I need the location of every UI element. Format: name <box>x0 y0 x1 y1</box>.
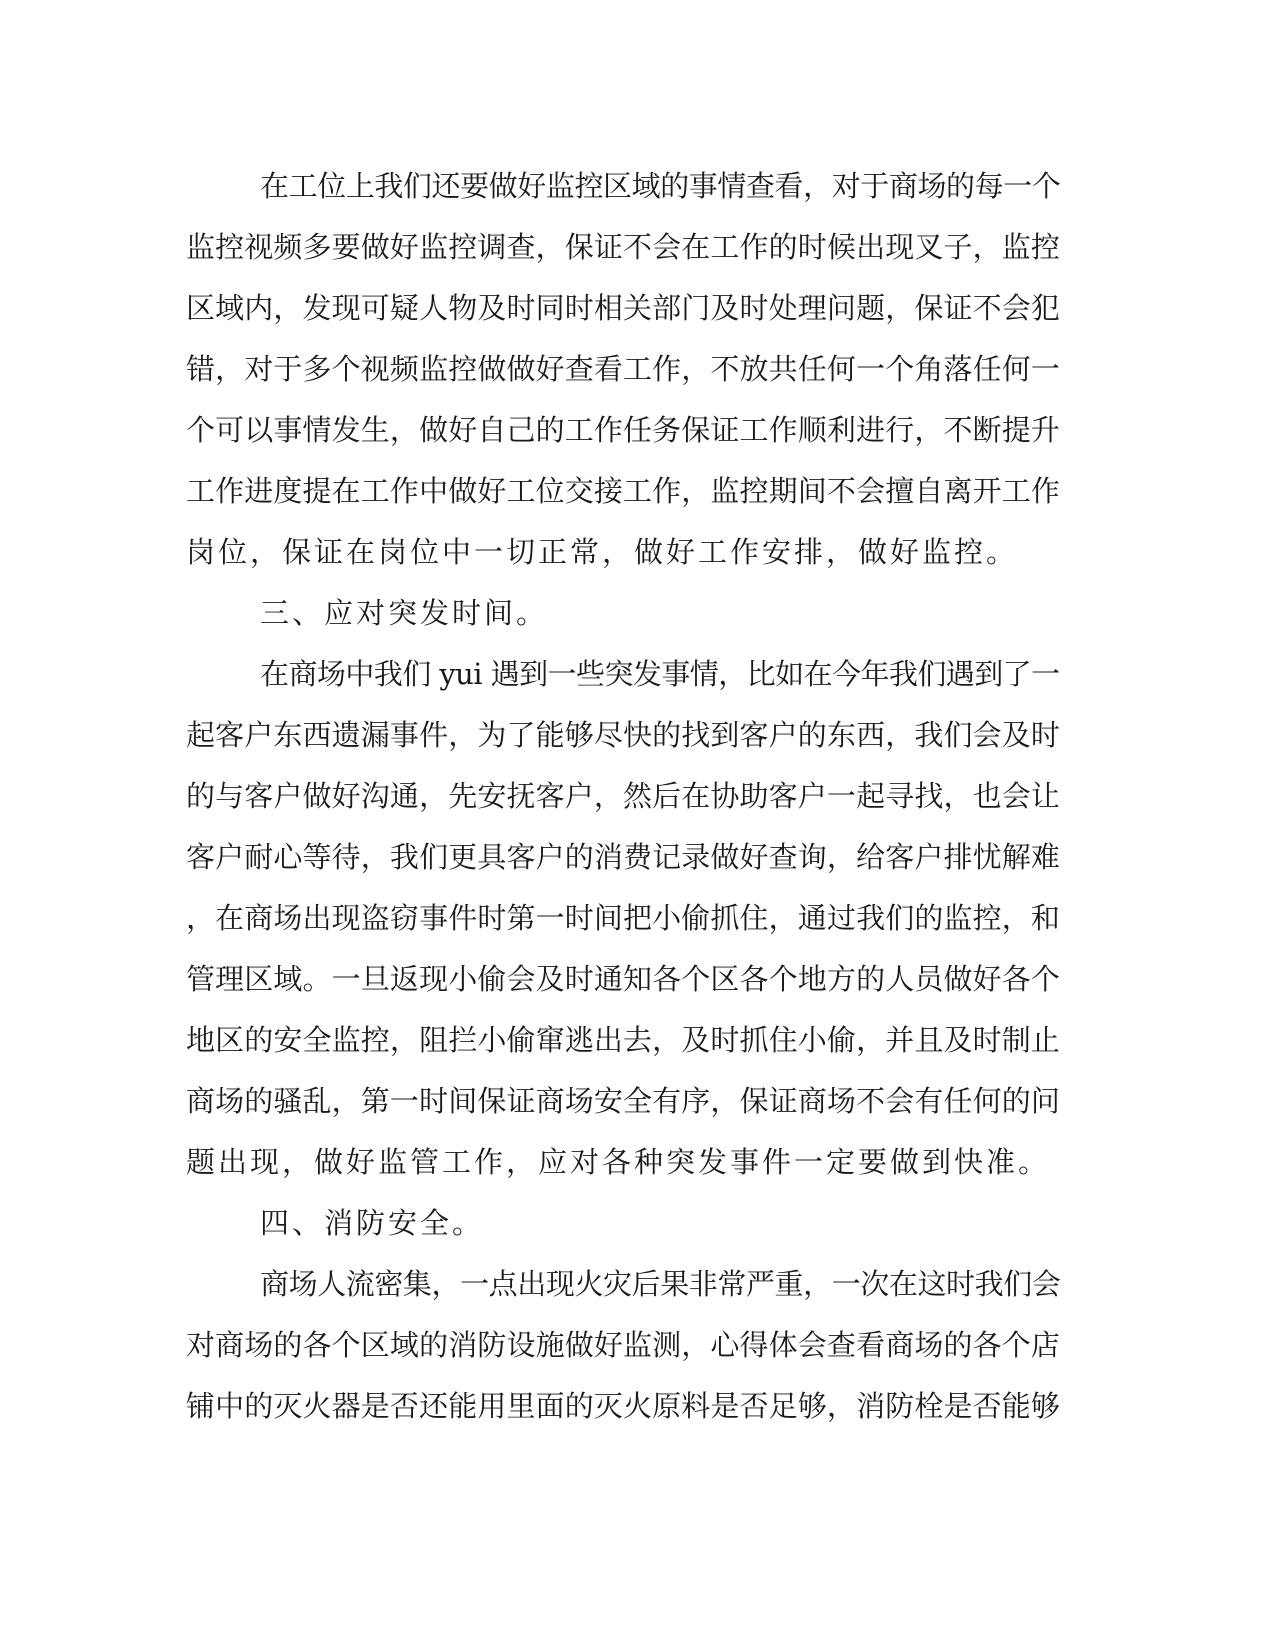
text-line: 个可以事情发生，做好自己的工作任务保证工作顺利进行，不断提升 <box>186 413 1061 447</box>
text-line: 四、消防安全。 <box>260 1206 485 1240</box>
text-line: 在工位上我们还要做好监控区域的事情查看，对于商场的每一个 <box>260 169 1061 203</box>
text-line: 起客户东西遗漏事件，为了能够尽快的找到客户的东西，我们会及时 <box>186 718 1061 752</box>
document-body <box>186 156 1066 1437</box>
text-line: 三、应对突发时间。 <box>260 596 549 630</box>
text-line: 铺中的灭火器是否还能用里面的灭火原料是否足够，消防栓是否能够 <box>186 1389 1061 1423</box>
text-line: ，在商场出现盗窃事件时第一时间把小偷抓住，通过我们的监控，和 <box>186 901 1061 935</box>
text-line: 区域内，发现可疑人物及时同时相关部门及时处理问题，保证不会犯 <box>186 291 1061 325</box>
text-line: 商场的骚乱，第一时间保证商场安全有序，保证商场不会有任何的问 <box>186 1084 1061 1118</box>
text-line: 客户耐心等待，我们更具客户的消费记录做好查询，给客户排忧解难 <box>186 840 1061 874</box>
text-line: 对商场的各个区域的消防设施做好监测，心得体会查看商场的各个店 <box>186 1328 1061 1362</box>
text-line: 监控视频多要做好监控调查，保证不会在工作的时候出现叉子，监控 <box>186 230 1061 264</box>
text-line: 岗位，保证在岗位中一切正常，做好工作安排，做好监控。 <box>186 535 1019 569</box>
text-line: 商场人流密集，一点出现火灾后果非常严重，一次在这时我们会 <box>260 1267 1061 1301</box>
text-line: 题出现，做好监管工作，应对各种突发事件一定要做到快准。 <box>186 1145 1051 1179</box>
text-line: 管理区域。一旦返现小偷会及时通知各个区各个地方的人员做好各个 <box>186 962 1061 996</box>
text-line: 的与客户做好沟通，先安抚客户，然后在协助客户一起寻找，也会让 <box>186 779 1061 813</box>
text-line: 地区的安全监控，阻拦小偷窜逃出去，及时抓住小偷，并且及时制止 <box>186 1023 1061 1057</box>
text-line: 错，对于多个视频监控做做好查看工作，不放共任何一个角落任何一 <box>186 352 1061 386</box>
text-line: 在商场中我们 yui 遇到一些突发事情，比如在今年我们遇到了一 <box>260 657 1060 691</box>
text-line: 工作进度提在工作中做好工位交接工作，监控期间不会擅自离开工作 <box>186 474 1061 508</box>
